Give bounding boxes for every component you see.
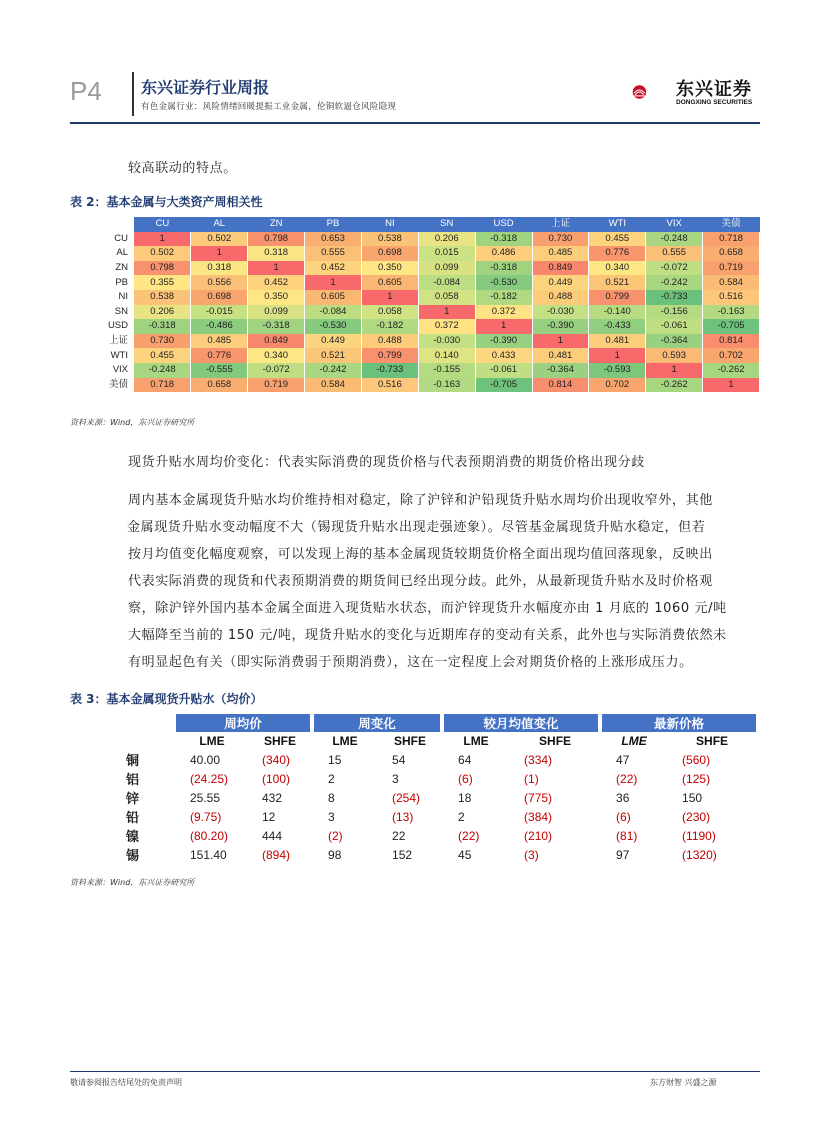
corr-cell: -0.248	[134, 363, 191, 378]
corr-cell: 1	[475, 319, 532, 334]
corr-row	[70, 319, 760, 334]
corr-cell: -0.030	[418, 334, 475, 349]
corr-cell: 0.555	[305, 246, 362, 261]
basis-cell: 151.40	[190, 847, 227, 862]
corr-cell: 0.702	[589, 378, 646, 393]
corr-row	[70, 378, 760, 393]
basis-cell: (254)	[392, 790, 421, 805]
table3-source: 资料来源：Wind，东兴证券研究所	[70, 878, 195, 887]
corr-cell: 0.849	[532, 261, 589, 276]
corr-row	[70, 246, 760, 261]
basis-cell: 25.55	[190, 790, 221, 805]
corr-col-header: VIX	[646, 217, 703, 232]
corr-cell: 0.521	[589, 275, 646, 290]
corr-cell: 0.516	[703, 290, 760, 305]
group-header-weekly-change: 周变化	[312, 714, 442, 732]
corr-cell: -0.242	[305, 363, 362, 378]
corr-cell: 0.538	[361, 232, 418, 247]
corr-cell: 0.140	[418, 348, 475, 363]
corr-col-header: ZN	[248, 217, 305, 232]
basis-cell: (9.75)	[190, 809, 222, 824]
corr-row-label: WTI	[70, 348, 134, 363]
corr-row	[70, 334, 760, 349]
corr-row	[70, 305, 760, 320]
metal-subheader-blank	[124, 732, 176, 750]
corr-cell: 0.658	[703, 246, 760, 261]
corr-col-header: USD	[475, 217, 532, 232]
basis-cell: (80.20)	[190, 828, 229, 843]
corr-row-label: AL	[70, 246, 134, 261]
corr-cell: 0.206	[134, 305, 191, 320]
corr-cell: 0.488	[532, 290, 589, 305]
body-paragraph	[128, 487, 760, 676]
corr-cell: -0.072	[646, 261, 703, 276]
subheader-lme: LME	[332, 734, 358, 748]
basis-cell: 22	[392, 828, 406, 843]
body-line: 周内基本金属现货升贴水均价维持相对稳定，除了沪锌和沪铅现货升贴水周均价出现收窄外，其他	[128, 493, 713, 508]
corr-cell: -0.084	[305, 305, 362, 320]
corr-cell: -0.140	[589, 305, 646, 320]
basis-cell: (560)	[682, 752, 711, 767]
corr-cell: -0.530	[475, 275, 532, 290]
basis-cell: (230)	[682, 809, 711, 824]
basis-cell: (1320)	[682, 847, 717, 862]
corr-cell: 0.849	[248, 334, 305, 349]
body-line: 按月均值变化幅度观察，可以发现上海的基本金属现货较期货价格全面出现均值回落现象，反映出	[128, 547, 713, 562]
corr-row-label: 上证	[70, 334, 134, 349]
basis-cell: 45	[442, 845, 510, 864]
basis-cell: (894)	[262, 847, 291, 862]
basis-cell: 40.00	[190, 752, 221, 767]
corr-cell: -0.163	[418, 378, 475, 393]
table2-source: 资料来源：Wind，东兴证券研究所	[70, 418, 195, 427]
corr-cell: 0.719	[248, 378, 305, 393]
corr-cell: 1	[305, 275, 362, 290]
corr-col-header: CU	[134, 217, 191, 232]
corr-cell: 0.318	[248, 246, 305, 261]
table2-title: 表 2：基本金属与大类资产周相关性	[70, 195, 263, 209]
corr-cell: 0.776	[589, 246, 646, 261]
report-subtitle: 有色金属行业：风险情绪回暖提振工业金属，伦铜软逼仓风险隐现	[141, 102, 397, 112]
metal-name: 铅	[126, 810, 140, 825]
corr-cell: 0.340	[248, 348, 305, 363]
corr-cell: 0.605	[361, 275, 418, 290]
basis-cell: 8	[312, 788, 378, 807]
corr-col-header: 上证	[532, 217, 589, 232]
corr-cell: 0.502	[134, 246, 191, 261]
basis-cell: (1)	[524, 771, 539, 786]
subheader-lme: LME	[621, 734, 647, 748]
corr-cell: -0.733	[361, 363, 418, 378]
section-heading: 现货升贴水周均价变化：代表实际消费的现货价格与代表预期消费的期货价格出现分歧	[128, 455, 645, 470]
corr-cell: 0.318	[191, 261, 248, 276]
corr-cell: 0.555	[646, 246, 703, 261]
corr-cell: -0.061	[646, 319, 703, 334]
corr-cell: 0.355	[134, 275, 191, 290]
corr-cell: 0.698	[191, 290, 248, 305]
corr-cell: -0.182	[475, 290, 532, 305]
corr-cell: 0.340	[589, 261, 646, 276]
body-line: 察，除沪锌外国内基本金属全面进入现货贴水状态，而沪锌现货升水幅度亦由 1 月底的 1060 元/吨	[128, 601, 727, 616]
subheader-shfe: SHFE	[394, 734, 427, 748]
corr-cell: 0.502	[191, 232, 248, 247]
corr-col-header: WTI	[589, 217, 646, 232]
corr-cell: -0.318	[475, 232, 532, 247]
corr-cell: 0.449	[305, 334, 362, 349]
corr-cell: 0.702	[703, 348, 760, 363]
corr-row	[70, 363, 760, 378]
intro-line: 较高联动的特点。	[128, 161, 237, 176]
corr-cell: 0.350	[361, 261, 418, 276]
body-line: 金属现货升贴水变动幅度不大（锡现货升贴水出现走强迹象）。尽管基金属现货升贴水稳定，但若	[127, 520, 706, 535]
corr-cell: -0.155	[418, 363, 475, 378]
corr-row-label: PB	[70, 275, 134, 290]
footer-disclaimer: 敬请参阅报告结尾处的免责声明	[70, 1078, 182, 1087]
corr-cell: 0.433	[475, 348, 532, 363]
footer-slogan: 东方财智 兴盛之源	[650, 1078, 717, 1087]
basis-cell: (100)	[262, 771, 291, 786]
basis-cell: 444	[262, 828, 283, 843]
corr-cell: -0.030	[532, 305, 589, 320]
basis-row	[124, 807, 756, 826]
corr-cell: -0.318	[134, 319, 191, 334]
corr-cell: 0.798	[248, 232, 305, 247]
corr-cell: 0.372	[475, 305, 532, 320]
corr-cell: 1	[248, 261, 305, 276]
basis-cell: (125)	[682, 771, 711, 786]
corr-row-label: VIX	[70, 363, 134, 378]
corr-cell: 0.452	[248, 275, 305, 290]
metal-header-blank	[124, 714, 176, 732]
corr-cell: -0.390	[532, 319, 589, 334]
basis-cell: 97	[600, 845, 668, 864]
basis-row	[124, 750, 756, 769]
corr-cell: -0.530	[305, 319, 362, 334]
correlation-header-row	[70, 217, 760, 232]
corr-row-label: 美债	[70, 378, 134, 393]
basis-cell: 47	[600, 750, 668, 769]
basis-cell: (6)	[442, 769, 510, 788]
basis-row	[124, 826, 756, 845]
corr-cell: -0.084	[418, 275, 475, 290]
corr-cell: 0.538	[134, 290, 191, 305]
group-header-weekly-avg: 周均价	[176, 714, 312, 732]
corr-cell: 0.653	[305, 232, 362, 247]
corr-col-header: PB	[305, 217, 362, 232]
basis-cell: (775)	[524, 790, 553, 805]
corr-cell: 0.658	[191, 378, 248, 393]
subheader-shfe: SHFE	[264, 734, 297, 748]
basis-cell: 18	[442, 788, 510, 807]
corr-cell: -0.593	[589, 363, 646, 378]
group-header-vs-monthly: 较月均值变化	[442, 714, 600, 732]
corr-cell: 0.372	[418, 319, 475, 334]
basis-cell: 12	[262, 809, 276, 824]
basis-row	[124, 769, 756, 788]
basis-cell: (6)	[600, 807, 668, 826]
dongxing-logo-icon	[632, 70, 676, 114]
basis-cell: (334)	[524, 752, 553, 767]
basis-cell: 64	[442, 750, 510, 769]
corr-row	[70, 290, 760, 305]
corr-cell: 1	[191, 246, 248, 261]
corr-row-label: CU	[70, 232, 134, 247]
corr-cell: 0.455	[134, 348, 191, 363]
subheader-shfe: SHFE	[696, 734, 729, 748]
corr-cell: 0.485	[191, 334, 248, 349]
report-title: 东兴证券行业周报	[141, 78, 270, 97]
corr-cell: 0.605	[305, 290, 362, 305]
corr-cell: 1	[532, 334, 589, 349]
corr-row-label: NI	[70, 290, 134, 305]
corr-col-header: 美债	[703, 217, 760, 232]
corr-cell: -0.182	[361, 319, 418, 334]
corr-cell: 0.206	[418, 232, 475, 247]
body-line: 大幅降至当前的 150 元/吨，现货升贴水的变化与近期库存的变动有关系，此外也与实际消费依然未	[128, 628, 727, 643]
basis-cell: 2	[312, 769, 378, 788]
corr-cell: 0.593	[646, 348, 703, 363]
corr-cell: 0.584	[305, 378, 362, 393]
basis-cell: 54	[392, 752, 406, 767]
corr-cell: -0.163	[703, 305, 760, 320]
basis-cell: (22)	[600, 769, 668, 788]
corr-cell: -0.156	[646, 305, 703, 320]
corr-col-header: SN	[418, 217, 475, 232]
basis-cell: 2	[442, 807, 510, 826]
corr-cell: -0.390	[475, 334, 532, 349]
corr-cell: -0.733	[646, 290, 703, 305]
basis-cell: 36	[600, 788, 668, 807]
basis-cell: (340)	[262, 752, 291, 767]
corr-cell: 1	[703, 378, 760, 393]
subheader-lme: LME	[463, 734, 489, 748]
corner-cell	[70, 217, 134, 232]
corr-cell: 0.719	[703, 261, 760, 276]
body-line: 有明显起色有关（即实际消费弱于预期消费），这在一定程度上会对期货价格的上涨形成压力。	[128, 655, 693, 670]
corr-cell: -0.318	[475, 261, 532, 276]
metal-name: 锡	[126, 848, 140, 863]
basis-cell: 432	[262, 790, 283, 805]
corr-cell: 0.486	[475, 246, 532, 261]
corr-cell: 0.488	[361, 334, 418, 349]
corr-cell: -0.364	[646, 334, 703, 349]
corr-cell: -0.262	[646, 378, 703, 393]
corr-cell: -0.248	[646, 232, 703, 247]
corr-cell: -0.318	[248, 319, 305, 334]
corr-cell: 0.730	[532, 232, 589, 247]
corr-cell: -0.072	[248, 363, 305, 378]
corr-cell: 0.799	[361, 348, 418, 363]
corr-cell: -0.486	[191, 319, 248, 334]
basis-cell: 150	[682, 790, 703, 805]
corr-col-header: AL	[191, 217, 248, 232]
corr-cell: 0.799	[589, 290, 646, 305]
corr-row	[70, 275, 760, 290]
basis-cell: (384)	[524, 809, 553, 824]
metal-name: 铝	[126, 772, 140, 787]
corr-cell: -0.262	[703, 363, 760, 378]
corr-cell: -0.242	[646, 275, 703, 290]
basis-table	[124, 714, 756, 864]
corr-row	[70, 261, 760, 276]
corr-row-label: ZN	[70, 261, 134, 276]
body-line: 代表实际消费的现货和代表预期消费的期货间已经出现分歧。此外，从最新现货升贴水及时价格观	[128, 574, 713, 589]
basis-cell: 152	[392, 847, 413, 862]
corr-cell: 1	[646, 363, 703, 378]
corr-cell: 0.798	[134, 261, 191, 276]
corr-cell: 0.058	[418, 290, 475, 305]
corr-cell: 0.814	[532, 378, 589, 393]
corr-cell: 0.718	[134, 378, 191, 393]
corr-cell: 0.698	[361, 246, 418, 261]
basis-cell: (13)	[392, 809, 414, 824]
basis-row	[124, 845, 756, 864]
footer-rule	[70, 1071, 760, 1072]
corr-row	[70, 348, 760, 363]
header-divider	[132, 72, 134, 116]
metal-name: 铜	[126, 753, 140, 768]
basis-cell: (210)	[524, 828, 553, 843]
corr-cell: -0.061	[475, 363, 532, 378]
corr-cell: 1	[134, 232, 191, 247]
page-number: P4	[70, 76, 102, 106]
logo-english-text: DONGXING SECURITIES	[676, 99, 753, 106]
corr-cell: 0.485	[532, 246, 589, 261]
logo-chinese-text: 东兴证券	[676, 79, 752, 100]
basis-cell: 3	[312, 807, 378, 826]
corr-cell: 0.776	[191, 348, 248, 363]
basis-cell: (2)	[312, 826, 378, 845]
correlation-table	[70, 217, 760, 400]
corr-cell: 1	[418, 305, 475, 320]
table3-title: 表 3：基本金属现货升贴水（均价）	[70, 692, 263, 706]
corr-cell: 0.099	[248, 305, 305, 320]
basis-row	[124, 788, 756, 807]
corr-cell: 0.584	[703, 275, 760, 290]
corr-cell: 0.481	[589, 334, 646, 349]
metal-name: 镍	[126, 829, 140, 844]
metal-name: 锌	[126, 791, 140, 806]
corr-cell: 0.449	[532, 275, 589, 290]
corr-col-header: NI	[361, 217, 418, 232]
group-header-latest-price: 最新价格	[600, 714, 756, 732]
corr-cell: 0.452	[305, 261, 362, 276]
corr-cell: 0.481	[532, 348, 589, 363]
corr-row	[70, 232, 760, 247]
basis-cell: (1190)	[682, 828, 716, 843]
corr-cell: 0.350	[248, 290, 305, 305]
basis-cell: 3	[392, 771, 399, 786]
corr-cell: 0.099	[418, 261, 475, 276]
subheader-shfe: SHFE	[539, 734, 572, 748]
corr-cell: 0.015	[418, 246, 475, 261]
corr-cell: 0.521	[305, 348, 362, 363]
corr-cell: -0.705	[703, 319, 760, 334]
corr-cell: 0.718	[703, 232, 760, 247]
corr-cell: -0.705	[475, 378, 532, 393]
corr-cell: 0.730	[134, 334, 191, 349]
corr-cell: 0.814	[703, 334, 760, 349]
corr-row-label: SN	[70, 305, 134, 320]
corr-cell: 1	[589, 348, 646, 363]
corr-cell: 0.556	[191, 275, 248, 290]
basis-cell: (24.25)	[190, 771, 229, 786]
corr-cell: -0.433	[589, 319, 646, 334]
basis-cell: (81)	[600, 826, 668, 845]
corr-cell: -0.015	[191, 305, 248, 320]
corr-cell: -0.364	[532, 363, 589, 378]
corr-cell: 0.516	[361, 378, 418, 393]
header-rule	[70, 122, 760, 124]
basis-cell: (3)	[524, 847, 539, 862]
corr-cell: 1	[361, 290, 418, 305]
corr-cell: 0.455	[589, 232, 646, 247]
corr-cell: 0.058	[361, 305, 418, 320]
corr-cell: -0.555	[191, 363, 248, 378]
basis-cell: (22)	[442, 826, 510, 845]
corr-row-label: USD	[70, 319, 134, 334]
subheader-lme: LME	[199, 734, 225, 748]
basis-cell: 15	[312, 750, 378, 769]
basis-cell: 98	[312, 845, 378, 864]
